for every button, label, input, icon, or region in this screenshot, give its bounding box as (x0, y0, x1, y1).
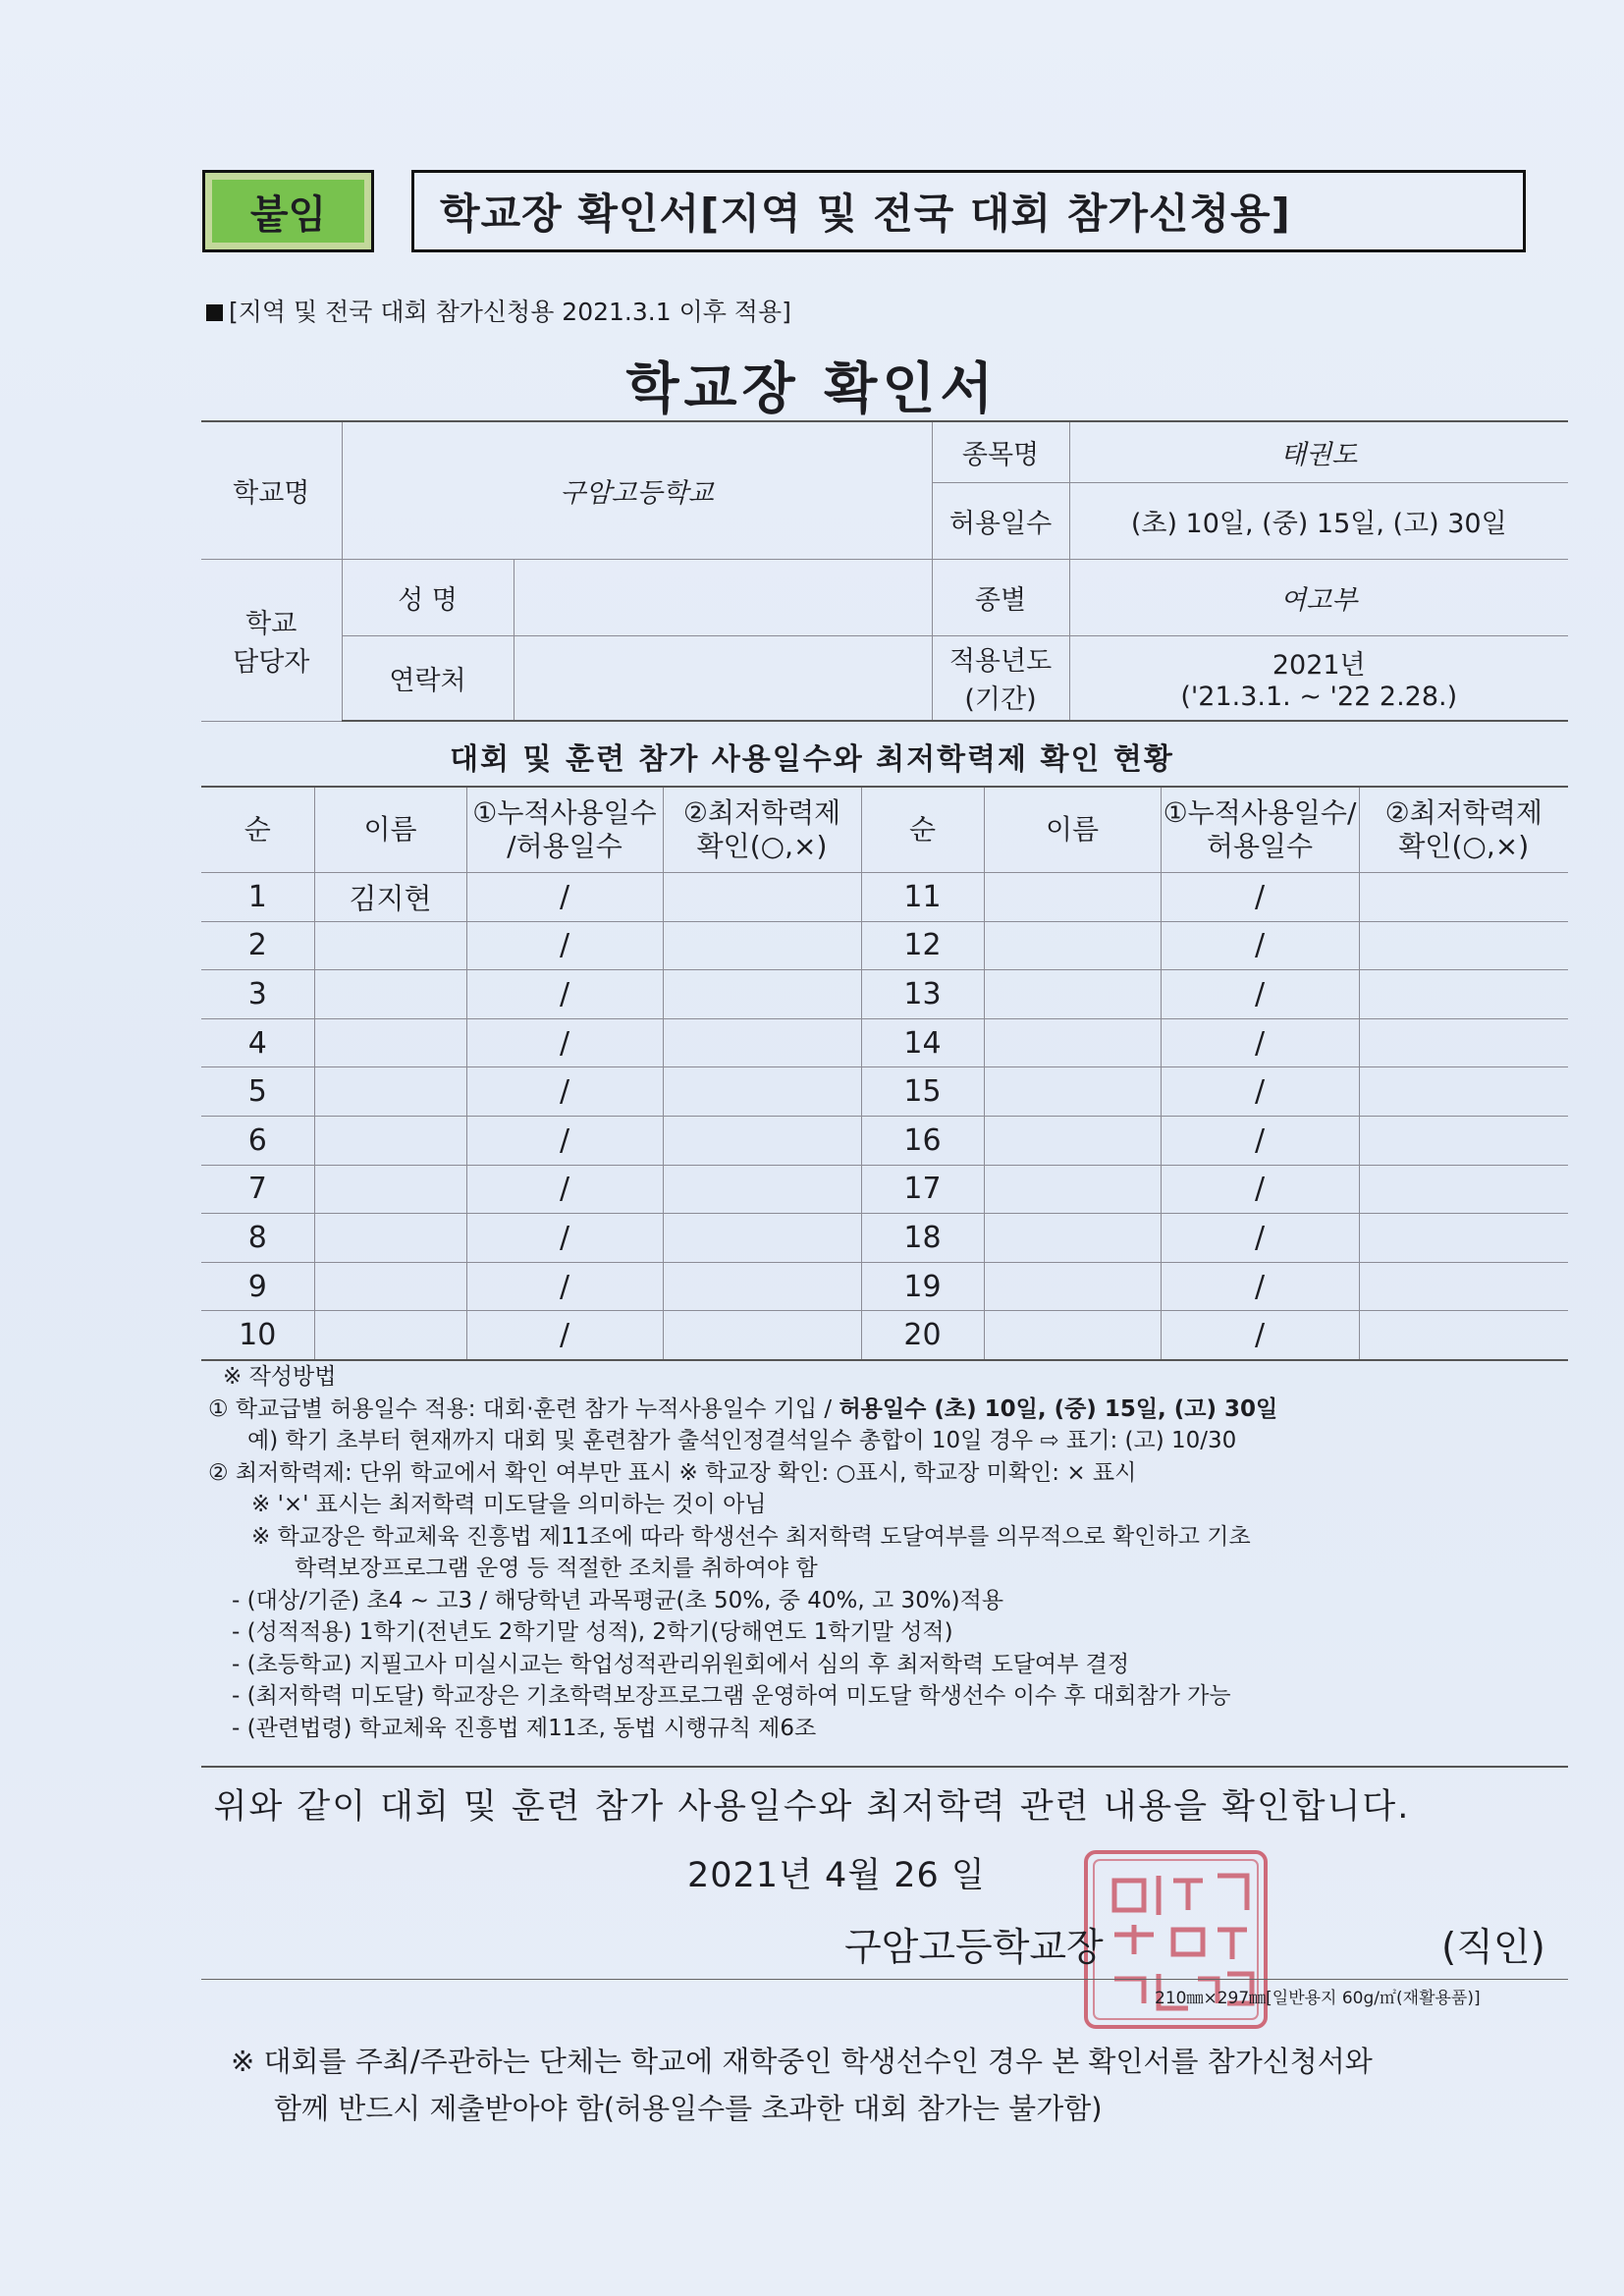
note-line: 학력보장프로그램 운영 등 적절한 조치를 취하여야 함 (295, 1556, 818, 1581)
academic-check (663, 1311, 861, 1360)
athlete-name: 김지현 (314, 873, 466, 922)
days-used: / (1161, 1214, 1359, 1263)
row-number: 19 (861, 1262, 984, 1311)
days-used: / (1161, 1262, 1359, 1311)
manager-label: 학교 담당자 (201, 559, 342, 721)
manager-name-label: 성 명 (342, 559, 514, 635)
note-line: ② 최저학력제: 단위 학교에서 확인 여부만 표시 ※ 학교장 확인: ○표시, 학교장 미확인: × 표시 (208, 1459, 1137, 1486)
athlete-name (314, 1262, 466, 1311)
row-number: 7 (201, 1165, 314, 1214)
days-used: / (1161, 921, 1359, 970)
academic-check (663, 1165, 861, 1214)
note-line: 예) 학기 초부터 현재까지 대회 및 훈련참가 출석인정결석일수 총합이 10일 경우 ⇨ 표기: (고) 10/30 (247, 1428, 1237, 1453)
applicability-note: [지역 및 전국 대회 참가신청용 2021.3.1 이후 적용] (206, 293, 791, 328)
note-line: - (초등학교) 지필고사 미실시교는 학업성적관리위원회에서 심의 후 최저학력 도달여부 결정 (232, 1651, 1130, 1677)
note-line: ① 학교급별 허용일수 적용: 대회·훈련 참가 누적사용일수 기입 / 허용일수 (초) 10일, (중) 15일, (고) 30일 (208, 1395, 1278, 1422)
days-used: / (1161, 873, 1359, 922)
athlete-name (984, 1018, 1161, 1067)
athlete-name (984, 1262, 1161, 1311)
athlete-name (314, 1116, 466, 1165)
academic-check (663, 1262, 861, 1311)
row-number: 11 (861, 873, 984, 922)
note-line: ※ '×' 표시는 최저학력 미도달을 의미하는 것이 아님 (251, 1492, 767, 1517)
academic-check (1359, 1165, 1568, 1214)
category-value: 여고부 (1069, 559, 1568, 635)
days-used: / (1161, 1067, 1359, 1117)
school-info-table (201, 420, 1568, 722)
row-number: 16 (861, 1116, 984, 1165)
academic-check (663, 970, 861, 1019)
apply-year-label: 적용년도 (기간) (932, 635, 1069, 721)
academic-check (663, 921, 861, 970)
apply-year-value: 2021년 ('21.3.1. ~ '22 2.28.) (1069, 635, 1568, 721)
divider (201, 1766, 1568, 1768)
document-title: 학교장 확인서 (625, 357, 999, 421)
academic-check (1359, 921, 1568, 970)
allowed-days-value: (초) 10일, (중) 15일, (고) 30일 (1069, 482, 1568, 559)
event-label: 종목명 (932, 421, 1069, 482)
header-title: 학교장 확인서[지역 및 전국 대회 참가신청용] (411, 170, 1526, 252)
athlete-name (314, 1165, 466, 1214)
row-number: 4 (201, 1018, 314, 1067)
manager-name-value (514, 559, 932, 635)
row-number: 17 (861, 1165, 984, 1214)
attachment-tag-label: 붙임 (212, 180, 364, 243)
days-used: / (466, 873, 663, 922)
row-number: 10 (201, 1311, 314, 1360)
athlete-name (984, 921, 1161, 970)
athlete-name (984, 1116, 1161, 1165)
academic-check (1359, 1018, 1568, 1067)
days-used: / (466, 970, 663, 1019)
note-line: - (대상/기준) 초4 ~ 고3 / 해당학년 과목평균(초 50%, 중 40%, 고 30%)적용 (232, 1587, 1004, 1613)
school-name-label: 학교명 (201, 421, 342, 559)
academic-check (1359, 1311, 1568, 1360)
col-academic: ②최저학력제 확인(○,×) (663, 787, 861, 873)
col-no: 순 (201, 787, 314, 873)
days-used: / (1161, 1165, 1359, 1214)
academic-check (1359, 970, 1568, 1019)
paper-spec: 210㎜×297㎜[일반용지 60g/㎡(재활용품)] (1155, 1989, 1481, 2008)
days-used: / (466, 1018, 663, 1067)
table-row (201, 873, 1568, 922)
row-number: 8 (201, 1214, 314, 1263)
row-number: 14 (861, 1018, 984, 1067)
athlete-name (984, 1165, 1161, 1214)
note-line: ※ 학교장은 학교체육 진흥법 제11조에 따라 학생선수 최저학력 도달여부를 의무적으로 확인하고 기초 (251, 1523, 1251, 1550)
col-days: ①누적사용일수/ 허용일수 (1161, 787, 1359, 873)
days-used: / (1161, 970, 1359, 1019)
row-number: 9 (201, 1262, 314, 1311)
row-number: 6 (201, 1116, 314, 1165)
row-number: 5 (201, 1067, 314, 1117)
confirmation-table (201, 786, 1568, 1361)
manager-contact-label: 연락처 (342, 635, 514, 721)
days-used: / (466, 921, 663, 970)
days-used: / (466, 1214, 663, 1263)
athlete-name (314, 1311, 466, 1360)
table-row (201, 1165, 1568, 1214)
manager-contact-value (514, 635, 932, 721)
notes-heading: ※ 작성방법 (223, 1364, 337, 1390)
divider (201, 1979, 1568, 1980)
confirmation-statement: 위와 같이 대회 및 훈련 참가 사용일수와 최저학력 관련 내용을 확인합니다. (213, 1787, 1411, 1827)
days-used: / (466, 1116, 663, 1165)
days-used: / (1161, 1116, 1359, 1165)
row-number: 13 (861, 970, 984, 1019)
row-number: 2 (201, 921, 314, 970)
table-row (201, 1067, 1568, 1117)
athlete-name (984, 970, 1161, 1019)
days-used: / (466, 1067, 663, 1117)
category-label: 종별 (932, 559, 1069, 635)
row-number: 3 (201, 970, 314, 1019)
academic-check (1359, 1214, 1568, 1263)
academic-check (663, 1116, 861, 1165)
signer-name: 구암고등학교장 (844, 1926, 1104, 1970)
table-row (201, 1214, 1568, 1263)
square-bullet-icon (206, 304, 223, 321)
days-used: / (1161, 1311, 1359, 1360)
days-used: / (1161, 1018, 1359, 1067)
academic-check (1359, 1262, 1568, 1311)
athlete-name (984, 1067, 1161, 1117)
note-line: - (성적적용) 1학기(전년도 2학기말 성적), 2학기(당해연도 1학기말 성적) (232, 1619, 953, 1645)
note-line: - (관련법령) 학교체육 진흥법 제11조, 동법 시행규칙 제6조 (232, 1715, 817, 1741)
table-row (201, 921, 1568, 970)
athlete-name (314, 970, 466, 1019)
academic-check (1359, 1116, 1568, 1165)
athlete-name (314, 1214, 466, 1263)
writing-instructions (208, 1361, 1583, 1744)
academic-check (663, 873, 861, 922)
athlete-name (984, 1311, 1161, 1360)
attachment-tag (202, 170, 374, 252)
table-row (201, 1311, 1568, 1360)
table-row (201, 970, 1568, 1019)
table-row (201, 1018, 1568, 1067)
row-number: 15 (861, 1067, 984, 1117)
academic-check (1359, 873, 1568, 922)
athlete-name (314, 1067, 466, 1117)
footer-note: ※ 대회를 주최/주관하는 단체는 학교에 재학중인 학생선수인 경우 본 확인서를 참가신청서와 함께 반드시 제출받아야 함(허용일수를 초과한 대회 참가는 불가함) (231, 2045, 1373, 2125)
row-number: 18 (861, 1214, 984, 1263)
days-used: / (466, 1165, 663, 1214)
col-name: 이름 (314, 787, 466, 873)
academic-check (663, 1214, 861, 1263)
table-row (201, 1116, 1568, 1165)
section-title: 대회 및 훈련 참가 사용일수와 최저학력제 확인 현황 (450, 742, 1174, 777)
academic-check (663, 1018, 861, 1067)
days-used: / (466, 1311, 663, 1360)
athlete-name (314, 1018, 466, 1067)
note-line: - (최저학력 미도달) 학교장은 기초학력보장프로그램 운영하여 미도달 학생선수 이수 후 대회참가 가능 (232, 1683, 1231, 1709)
athlete-name (984, 1214, 1161, 1263)
col-no: 순 (861, 787, 984, 873)
issue-date: 2021년 4월 26 일 (687, 1856, 986, 1895)
athlete-name (984, 873, 1161, 922)
school-name-value: 구암고등학교 (342, 421, 932, 559)
days-used: / (466, 1262, 663, 1311)
event-value: 태권도 (1069, 421, 1568, 482)
academic-check (1359, 1067, 1568, 1117)
row-number: 12 (861, 921, 984, 970)
athlete-name (314, 921, 466, 970)
table-row (201, 1262, 1568, 1311)
academic-check (663, 1067, 861, 1117)
seal-label: (직인) (1441, 1926, 1545, 1970)
col-days: ①누적사용일수 /허용일수 (466, 787, 663, 873)
col-name: 이름 (984, 787, 1161, 873)
col-academic: ②최저학력제 확인(○,×) (1359, 787, 1568, 873)
allowed-days-label: 허용일수 (932, 482, 1069, 559)
row-number: 1 (201, 873, 314, 922)
row-number: 20 (861, 1311, 984, 1360)
